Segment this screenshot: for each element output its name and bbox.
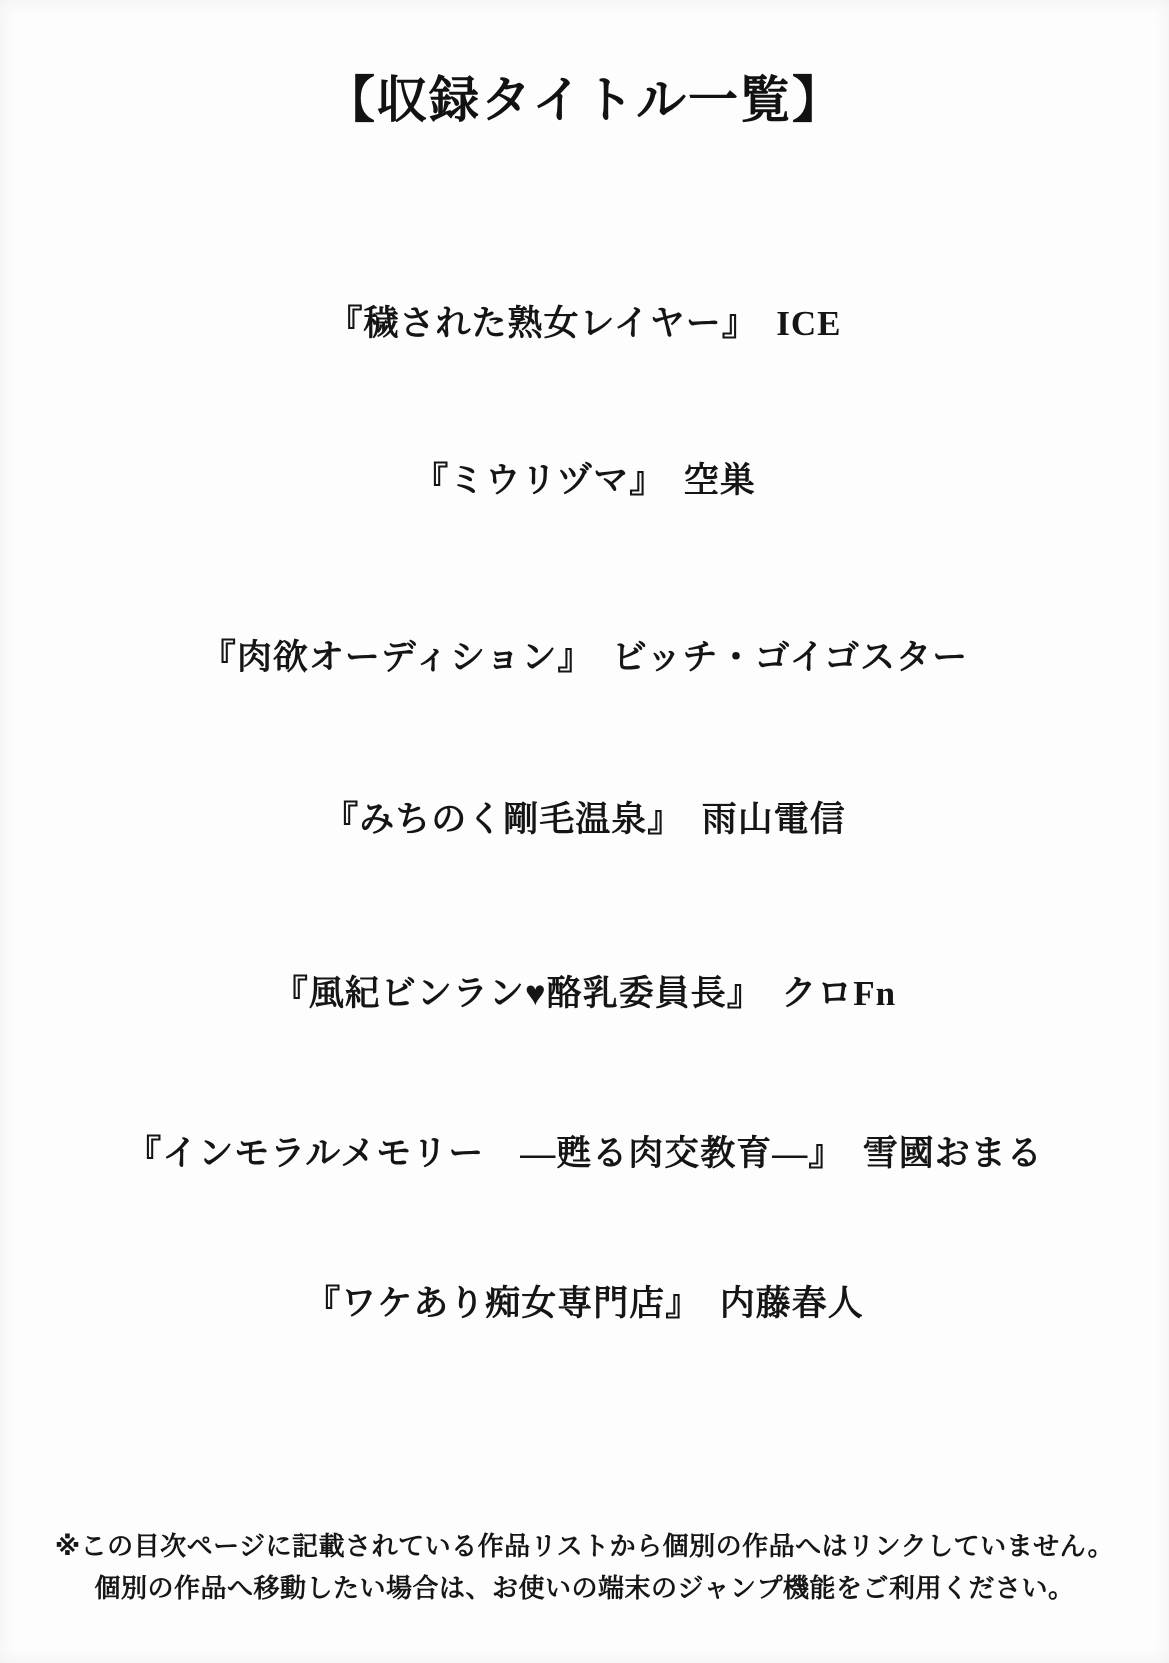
toc-entry-1: 『穢された熟女レイヤー』 ICE (327, 304, 842, 343)
page-title: 【収録タイトル一覧】 (325, 72, 844, 128)
toc-entry-6: 『インモラルメモリー ―甦る肉交教育―』 雪國おまる (126, 1134, 1043, 1173)
toc-entry-4: 『みちのく剛毛温泉』 雨山電信 (323, 800, 846, 839)
toc-entry-5: 『風紀ビンラン♥酪乳委員長』 クロFn (272, 974, 897, 1013)
toc-entry-3: 『肉欲オーディション』 ビッチ・ゴイゴスター (200, 638, 969, 677)
footnote-line-1: ※この目次ページに記載されている作品リストから個別の作品へはリンクしていません。 (54, 1531, 1115, 1561)
toc-entry-7: 『ワケあり痴女専門店』 内藤春人 (305, 1284, 864, 1323)
footnote-line-2: 個別の作品へ移動したい場合は、お使いの端末のジャンプ機能をご利用ください。 (94, 1573, 1075, 1603)
toc-entry-2: 『ミウリヅマ』 空巣 (413, 461, 756, 500)
